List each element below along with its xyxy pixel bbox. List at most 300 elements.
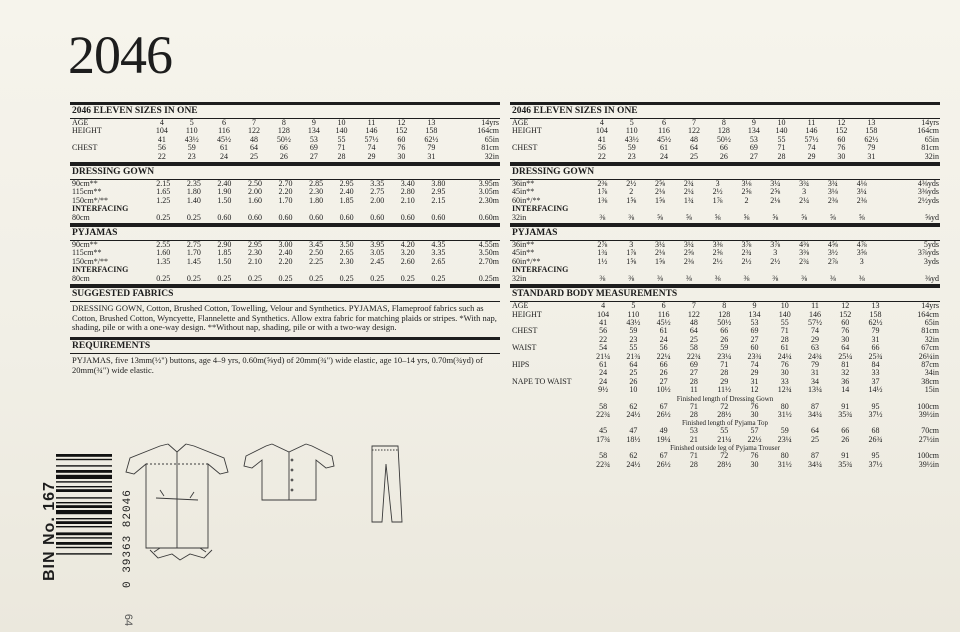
table-cell: ⅝ — [657, 212, 664, 222]
row-label: CHEST — [512, 143, 538, 153]
table-cell: 2.70 — [278, 179, 293, 189]
table-cell: 2.10 — [400, 195, 415, 205]
table-cell: 12 — [837, 118, 846, 127]
table-cell: 2½yds — [917, 195, 939, 205]
table-cell: 19¼ — [656, 434, 671, 444]
row-label: HEIGHT — [72, 126, 102, 136]
right-sizes-header: 2046 ELEVEN SIZES IN ONE — [510, 102, 940, 119]
table-cell: 3 — [773, 248, 778, 258]
table-cell: 17¾ — [596, 434, 611, 444]
row-label: 90cm** — [72, 179, 98, 189]
table-cell: 53 — [750, 317, 759, 327]
table-cell: 57 — [750, 426, 759, 436]
table-cell: 23 — [627, 151, 636, 161]
table-cell: 1¾ — [683, 195, 694, 205]
table-cell: 23¼ — [717, 351, 732, 361]
table-cell: 4⅜yds — [917, 179, 939, 189]
table-cell: 0.60 — [217, 212, 232, 222]
table-cell: 122 — [687, 126, 700, 136]
row-label — [510, 452, 588, 460]
table-cell: 58 — [689, 343, 698, 353]
table-cell: 4.20 — [400, 240, 415, 250]
requirements-text: PYJAMAS, five 13mm(½") buttons, age 4–9 yrs, 0.60m(⅝yd) of 20mm(¾") wide elastic, age 10–14 yrs, 0.70m(¾yd) of 20mm(¾") wide elastic. — [72, 355, 483, 375]
table-cell: 0.60 — [278, 212, 293, 222]
table-cell: 81cm — [921, 143, 939, 153]
table-cell: 6 — [222, 118, 227, 127]
table-cell: 33 — [780, 376, 789, 386]
table-cell: 2.95 — [431, 187, 446, 197]
table-cell: ⅜ — [657, 273, 664, 283]
table-cell: 66 — [720, 326, 729, 336]
row-label: WAIST — [512, 343, 537, 353]
table-cell: ⅜ — [685, 273, 692, 283]
row-label: 36in** — [512, 179, 535, 189]
barcode-bar — [56, 497, 112, 498]
table-cell: 122 — [687, 309, 700, 319]
table-cell: 36 — [841, 376, 850, 386]
table-cell: 45 — [599, 426, 608, 436]
row-label: 115cm** — [72, 248, 102, 258]
table-cell: 30 — [750, 459, 759, 469]
table-cell: 0.60 — [370, 212, 385, 222]
left-dressing-gown-block — [70, 180, 500, 224]
table-cell: 3¼ — [683, 240, 694, 250]
table-cell: 79 — [427, 143, 436, 153]
table-cell: 71 — [337, 143, 346, 153]
table-cell: 65in — [924, 317, 939, 327]
table-cell: 74 — [807, 143, 816, 153]
left-sizes-block — [70, 119, 500, 163]
table-cell: 2⅛ — [770, 195, 781, 205]
table-cell: 28 — [689, 409, 698, 419]
table-cell: 2.65 — [431, 256, 446, 266]
table-cell: 57½ — [804, 134, 819, 144]
table-cell: 67cm — [921, 343, 939, 353]
table-cell: 37½ — [868, 409, 883, 419]
barcode-bar — [56, 532, 112, 535]
table-cell: 100cm — [917, 401, 939, 411]
table-cell: 54 — [599, 343, 608, 353]
table-cell: 53 — [309, 134, 318, 144]
table-cell: 67 — [659, 401, 668, 411]
table-cell: 2.45 — [370, 256, 385, 266]
table-cell: 2.25 — [309, 256, 324, 266]
table-cell: 28 — [689, 376, 698, 386]
table-row — [510, 241, 940, 249]
table-cell: 2.50 — [247, 179, 262, 189]
table-cell: 27 — [659, 376, 668, 386]
barcode-bar — [56, 518, 112, 519]
table-cell: 100cm — [917, 451, 939, 461]
row-label: AGE — [512, 118, 529, 127]
table-cell: 64 — [810, 426, 819, 436]
table-cell: 25 — [689, 151, 698, 161]
table-cell: 3.50 — [339, 240, 354, 250]
table-cell: 53 — [749, 134, 758, 144]
table-cell: 43½ — [626, 317, 641, 327]
table-cell: 29 — [720, 376, 729, 386]
table-cell: 15in — [924, 385, 939, 395]
sash-drawing — [150, 548, 212, 560]
row-label: 150cm*/** — [72, 256, 108, 266]
table-cell: 0.25 — [156, 212, 171, 222]
barcode-bar — [56, 502, 112, 503]
table-row — [510, 386, 940, 394]
table-cell: 4⅛ — [856, 179, 867, 189]
table-cell: 24 — [660, 151, 669, 161]
table-cell: 61 — [599, 359, 608, 369]
table-cell: 62½ — [424, 134, 439, 144]
table-cell: 0.25 — [247, 273, 262, 283]
body-measurements-block — [510, 302, 940, 469]
table-cell: 62½ — [864, 134, 879, 144]
table-cell: 81cm — [921, 326, 939, 336]
table-cell: 3.95 — [370, 240, 385, 250]
table-cell: 26 — [720, 334, 729, 344]
table-cell: 81cm — [481, 143, 499, 153]
barcode-bar — [56, 486, 112, 487]
table-cell: 26½ — [656, 409, 671, 419]
table-cell: 29 — [807, 151, 816, 161]
table-cell: 146 — [365, 126, 378, 136]
table-cell: 26¼in — [918, 351, 939, 361]
table-cell: 128 — [718, 309, 731, 319]
table-cell: 0.25m — [478, 273, 499, 283]
table-cell: ⅝ — [772, 212, 779, 222]
table-cell: 1.80 — [186, 187, 201, 197]
table-cell: 2.50 — [309, 248, 324, 258]
table-cell: 26 — [659, 368, 668, 378]
table-cell: 14 — [841, 385, 850, 395]
table-cell: 5 — [189, 118, 194, 127]
barcode-bar — [56, 542, 112, 545]
table-cell: 62½ — [868, 317, 883, 327]
table-cell: 50½ — [717, 317, 732, 327]
table-cell: 56 — [599, 326, 608, 336]
table-cell: 79 — [810, 359, 819, 369]
table-cell: 57½ — [364, 134, 379, 144]
barcode-bar — [56, 459, 112, 460]
table-cell: 76 — [780, 359, 789, 369]
table-cell: 25¼ — [838, 351, 853, 361]
table-cell: 91 — [841, 401, 850, 411]
table-cell: 2.80 — [400, 187, 415, 197]
table-cell: 27 — [749, 151, 758, 161]
right-dressing-gown-table — [510, 180, 940, 222]
table-cell: 2.30m — [478, 195, 499, 205]
table-cell: 26½ — [656, 459, 671, 469]
table-cell: 3½ — [827, 248, 838, 258]
table-cell: 67 — [659, 451, 668, 461]
table-cell: 1½ — [597, 256, 608, 266]
table-cell: 2⅛ — [655, 187, 666, 197]
table-cell: 34¼ — [807, 459, 822, 469]
table-cell: 23 — [187, 151, 196, 161]
table-cell: 9½ — [598, 385, 609, 395]
table-cell: 29 — [367, 151, 376, 161]
table-cell: 27 — [750, 334, 759, 344]
table-cell: 2½ — [741, 256, 752, 266]
table-cell: 116 — [658, 126, 670, 136]
table-cell: 1⅞ — [597, 187, 608, 197]
barcode-bar — [56, 510, 112, 514]
right-panel — [510, 102, 940, 469]
table-cell: 6 — [661, 301, 666, 311]
table-cell: 61 — [660, 143, 669, 153]
table-row — [70, 197, 500, 205]
table-cell: 4 — [159, 118, 164, 127]
table-cell: 1.50 — [217, 195, 232, 205]
table-cell: 0.60m — [478, 212, 499, 222]
barcode-bar — [56, 475, 112, 479]
table-cell: 4⅜ — [799, 240, 810, 250]
table-cell: 2¾ — [799, 256, 810, 266]
table-cell: 1.35 — [156, 256, 171, 266]
table-cell: 1.50 — [217, 256, 232, 266]
table-cell: 1.85 — [339, 195, 354, 205]
table-cell: ⅜ — [714, 273, 721, 283]
table-cell: 4 — [601, 301, 606, 311]
table-cell: 22¾ — [686, 351, 701, 361]
table-cell: 14½ — [868, 385, 883, 395]
table-cell: 22 — [599, 334, 608, 344]
table-cell: 10 — [777, 118, 786, 127]
left-dressing-gown-table — [70, 180, 500, 222]
table-cell: 3 — [859, 256, 864, 266]
table-cell: 66 — [871, 343, 880, 353]
table-cell: 1.80 — [309, 195, 324, 205]
table-cell: 31 — [867, 151, 876, 161]
table-cell: 35¾ — [838, 409, 853, 419]
table-cell: 1.70 — [186, 248, 201, 258]
table-cell: 34 — [810, 376, 819, 386]
bin-number-label: BIN No. 167 — [41, 481, 58, 581]
suggested-fabrics-header: SUGGESTED FABRICS — [70, 285, 500, 302]
table-cell: ⅜ — [599, 273, 606, 283]
table-cell: 30 — [841, 334, 850, 344]
table-cell: 60 — [750, 343, 759, 353]
requirements-header: REQUIREMENTS — [70, 337, 500, 354]
barcode-bar — [56, 521, 112, 524]
table-cell: 71 — [777, 143, 786, 153]
table-cell: ⅝ — [858, 212, 865, 222]
table-cell: 164cm — [917, 126, 939, 136]
table-cell: 122 — [247, 126, 260, 136]
table-cell: 2.95 — [339, 179, 354, 189]
table-cell: 5 — [631, 301, 636, 311]
table-cell: 1.85 — [217, 248, 232, 258]
table-cell: 25 — [810, 434, 819, 444]
table-cell: 1⅝ — [626, 256, 637, 266]
table-cell: 1.25 — [156, 195, 171, 205]
table-cell: 5yds — [923, 240, 939, 250]
table-cell: 2.35 — [186, 179, 201, 189]
table-cell: 2⅜ — [827, 195, 838, 205]
table-cell: 24 — [220, 151, 229, 161]
table-cell: 23¾ — [747, 351, 762, 361]
table-cell: ⅝ — [801, 212, 808, 222]
table-cell: 33 — [871, 368, 880, 378]
table-cell: 2⅜ — [683, 256, 694, 266]
right-pyjamas-table — [510, 241, 940, 283]
row-label: 45in** — [512, 187, 535, 197]
table-cell: 2⅜ — [856, 195, 867, 205]
subheading: INTERFACING — [512, 204, 569, 214]
table-cell: 152 — [395, 126, 408, 136]
table-cell: 24 — [659, 334, 668, 344]
table-cell: 64 — [629, 359, 638, 369]
row-label: HEIGHT — [512, 309, 542, 319]
table-cell: 2⅞ — [597, 240, 608, 250]
subheading: INTERFACING — [72, 204, 129, 214]
finished-measure-title: Finished outside leg of Pyjama Trouser — [670, 444, 780, 453]
row-label: 90cm** — [72, 240, 98, 250]
table-cell: ⅜ — [772, 273, 779, 283]
table-cell: 11 — [807, 118, 816, 127]
table-cell: 158 — [865, 126, 878, 136]
table-cell: 95 — [871, 451, 880, 461]
table-cell: 3.00 — [278, 240, 293, 250]
row-label: AGE — [512, 301, 529, 311]
pyjama-top-drawing — [244, 444, 334, 500]
table-row — [510, 214, 940, 222]
table-cell: 2.95 — [247, 240, 262, 250]
table-cell: 60 — [841, 317, 850, 327]
table-cell: 62 — [629, 451, 638, 461]
table-cell: 30 — [750, 409, 759, 419]
table-cell: 3⅞ — [741, 240, 752, 250]
body-measurements-table — [510, 302, 940, 469]
barcode-bar — [56, 537, 112, 538]
table-cell: 0.60 — [400, 212, 415, 222]
table-cell: 3.80 — [431, 179, 446, 189]
table-cell: 69 — [309, 143, 318, 153]
table-cell: 152 — [835, 126, 848, 136]
table-cell: 48 — [689, 317, 698, 327]
table-cell: 4.55m — [478, 240, 499, 250]
right-dressing-gown-block — [510, 180, 940, 224]
table-cell: 39½in — [918, 459, 939, 469]
table-cell: 91 — [841, 451, 850, 461]
left-panel — [70, 102, 500, 376]
row-label — [510, 403, 588, 411]
table-cell: 104 — [597, 309, 610, 319]
left-sizes-table — [70, 119, 500, 161]
table-cell: 28 — [777, 151, 786, 161]
table-cell: 0.25 — [156, 273, 171, 283]
table-cell: 2.65 — [339, 248, 354, 258]
table-cell: 68 — [871, 426, 880, 436]
table-cell: ⅜ — [801, 273, 808, 283]
table-cell: 2¼ — [683, 187, 694, 197]
table-cell: 2 — [629, 187, 634, 197]
table-cell: 1.65 — [156, 187, 171, 197]
table-row — [510, 275, 940, 283]
table-cell: 64 — [689, 143, 698, 153]
table-row — [510, 411, 940, 419]
table-row — [510, 461, 940, 469]
table-cell: 24½ — [626, 409, 641, 419]
row-label: 115cm** — [72, 187, 102, 197]
row-label: 60in*/** — [512, 195, 541, 205]
table-cell: 2⅜ — [597, 179, 608, 189]
table-cell: 3¼ — [856, 187, 867, 197]
table-cell: 49 — [659, 426, 668, 436]
table-cell: 12 — [397, 118, 406, 127]
table-cell: ⅝ — [743, 212, 750, 222]
table-cell: 87 — [810, 451, 819, 461]
table-row — [510, 153, 940, 161]
table-cell: 29 — [750, 368, 759, 378]
table-cell: 27 — [309, 151, 318, 161]
table-cell: 3⅜yds — [917, 187, 939, 197]
finished-measure-title: Finished length of Dressing Gown — [676, 394, 774, 403]
table-cell: 3 — [629, 240, 634, 250]
table-cell: 2.40 — [278, 248, 293, 258]
table-cell: 1⅞ — [712, 195, 723, 205]
left-dressing-gown-header: DRESSING GOWN — [70, 163, 500, 180]
table-cell: 3 — [802, 187, 807, 197]
table-cell: 61 — [220, 143, 229, 153]
table-cell: 13 — [867, 118, 876, 127]
body-measurements-header: STANDARD BODY MEASUREMENTS — [510, 285, 940, 302]
table-cell: 3⅜ — [799, 248, 810, 258]
left-sizes-header: 2046 ELEVEN SIZES IN ONE — [70, 102, 500, 119]
table-cell: 25¾ — [868, 351, 883, 361]
table-cell: 70cm — [921, 426, 939, 436]
left-pyjamas-table — [70, 241, 500, 283]
table-cell: 27½in — [918, 434, 939, 444]
subheading: INTERFACING — [512, 265, 569, 275]
table-cell: 0.60 — [247, 212, 262, 222]
table-cell: 3.35 — [370, 179, 385, 189]
table-cell: 28 — [780, 334, 789, 344]
table-cell: 58 — [599, 401, 608, 411]
table-cell: 1.45 — [186, 256, 201, 266]
table-cell: 34in — [924, 368, 939, 378]
table-cell: 24¼ — [777, 351, 792, 361]
table-cell: 50½ — [276, 134, 291, 144]
table-cell: 1⅞ — [626, 248, 637, 258]
row-label: 150cm*/** — [72, 195, 108, 205]
table-cell: 110 — [185, 126, 198, 136]
table-cell: 45½ — [656, 317, 671, 327]
table-cell: 1.70 — [278, 195, 293, 205]
table-cell: 26 — [841, 434, 850, 444]
table-cell: 3 — [715, 179, 720, 189]
table-cell: 2.00 — [247, 187, 262, 197]
table-cell: 22 — [157, 151, 166, 161]
table-cell: 3⅞yds — [917, 248, 939, 258]
table-cell: 0.25 — [400, 273, 415, 283]
table-cell: 31 — [427, 151, 436, 161]
table-cell: 24¾ — [807, 351, 822, 361]
dressing-gown-drawing — [126, 444, 228, 548]
table-cell: 21¼ — [596, 351, 611, 361]
table-cell: 13¼ — [807, 385, 822, 395]
pattern-number: 2046 — [68, 25, 172, 85]
table-row — [510, 188, 940, 196]
table-cell: 9 — [311, 118, 316, 127]
table-cell: ⅜ — [628, 273, 635, 283]
table-cell: 9 — [751, 118, 756, 127]
table-cell: 23 — [629, 334, 638, 344]
barcode-bar — [56, 505, 112, 508]
right-pyjamas-header: PYJAMAS — [510, 224, 940, 241]
table-cell: 2.55 — [156, 240, 171, 250]
table-cell: 7 — [691, 118, 696, 127]
table-cell: 4⅞ — [856, 240, 867, 250]
